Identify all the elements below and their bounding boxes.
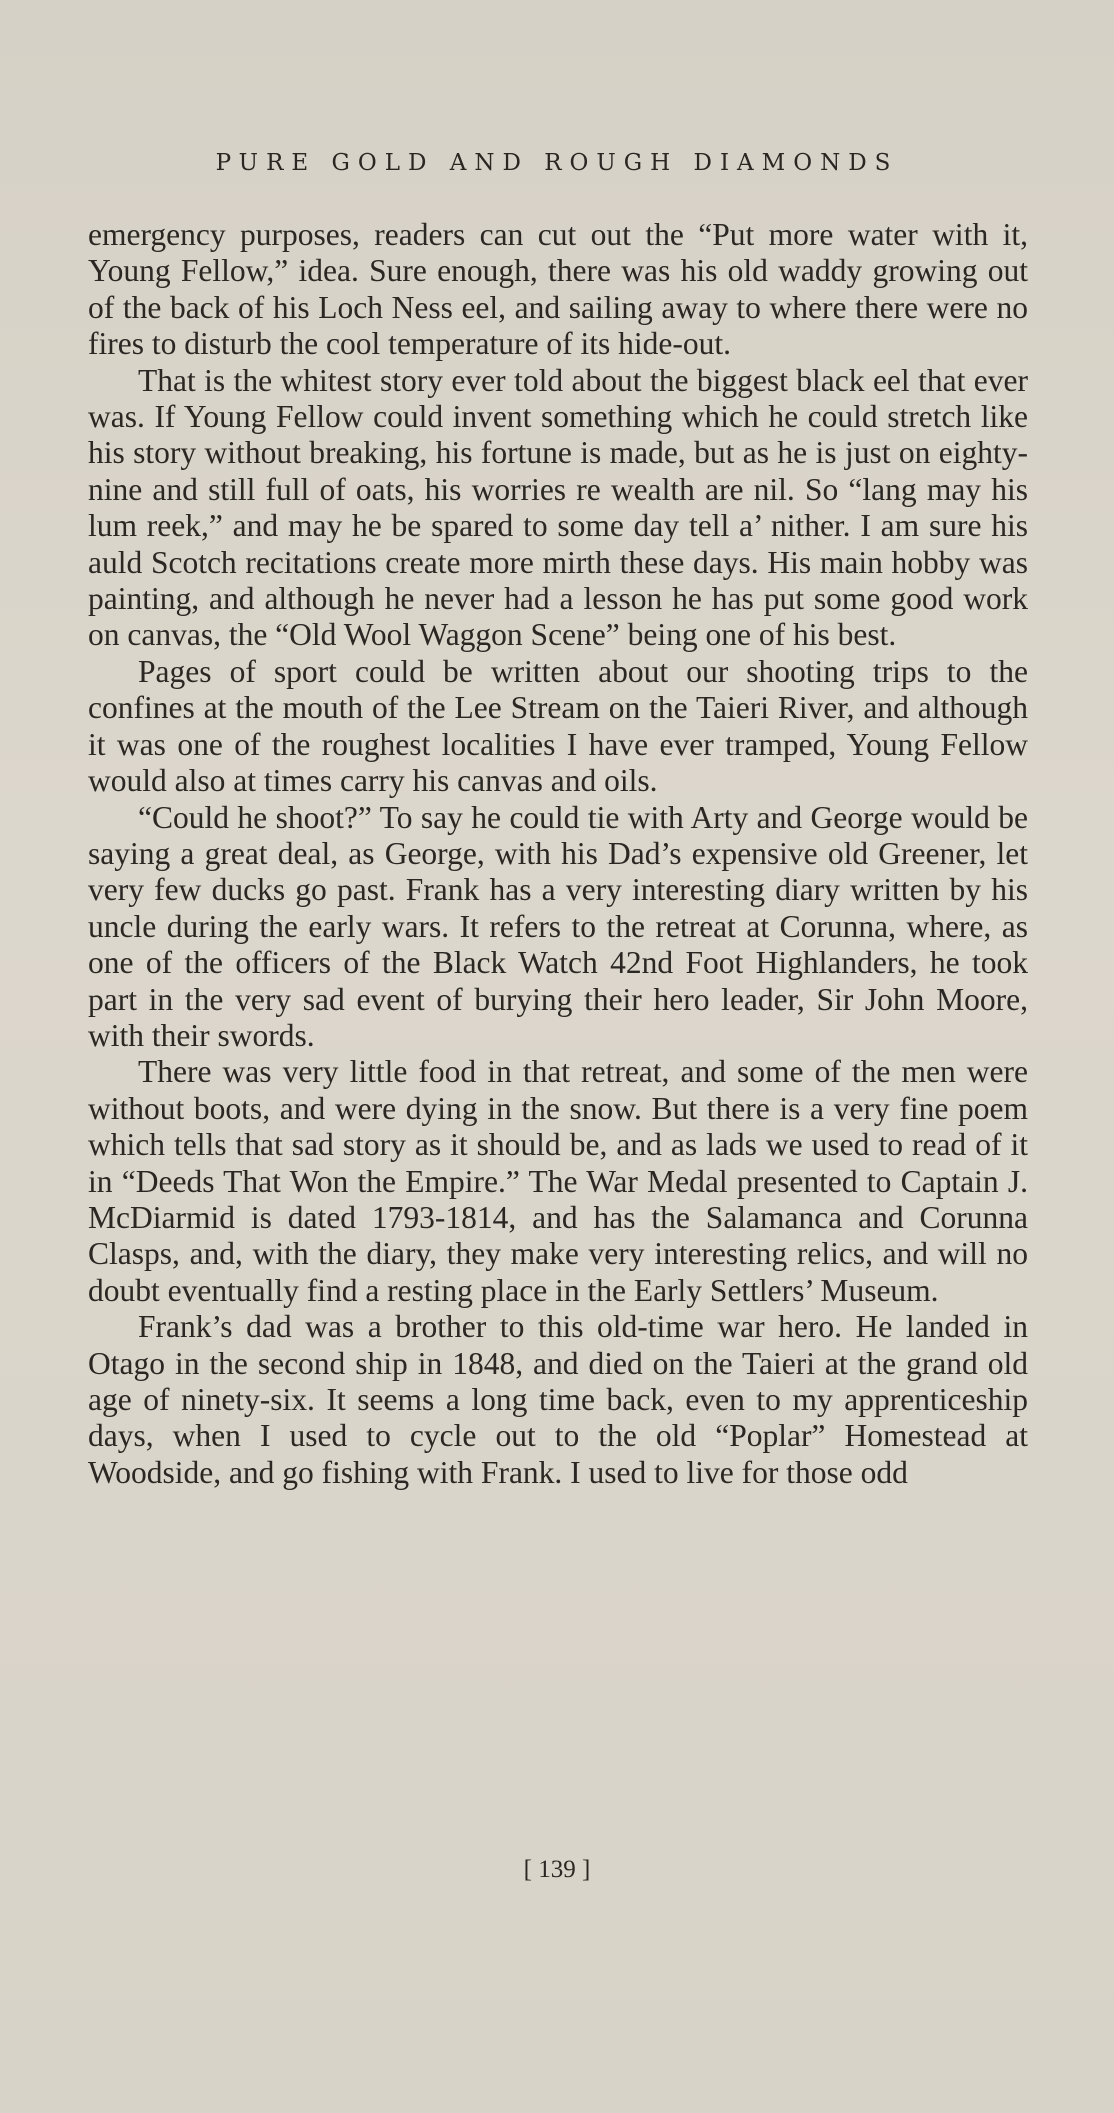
running-head: PURE GOLD AND ROUGH DIAMONDS bbox=[215, 150, 899, 176]
paragraph: Frank’s dad was a brother to this old-time war hero. He landed in Otago in the second ship in 1848, and died on the Taieri at the grand old age of ninety-six. It seems a long time back, even to my apprenticeship days, when I used to cycle out to the old “Poplar” Homestead at Woodside, and go fishing with Frank. I used to live for those odd bbox=[88, 1309, 1028, 1490]
paragraph: That is the whitest story ever told about the biggest black eel that ever was. If Young Fellow could invent something which he could stretch like his story without breaking, his fortune is made, but as he is just on eighty-nine and still full of oats, his worries re wealth are nil. So “lang may his lum reek,” and may he be spared to some day tell a’ nither. I am sure his auld Scotch recitations create more mirth these days. His main hobby was painting, and although he never had a lesson he has put some good work on canvas, the “Old Wool Waggon Scene” being one of his best. bbox=[88, 362, 1028, 653]
paragraph: There was very little food in that retreat, and some of the men were without boots, and were dying in the snow. But there is a very fine poem which tells that sad story as it should be, and as lads we used to read of it in “Deeds That Won the Empire.” The War Medal presented to Captain J. McDiarmid is dated 1793-1814, and has the Salamanca and Corunna Clasps, and, with the diary, they make very interesting relics, and will no doubt eventually find a resting place in the Early Settlers’ Museum. bbox=[88, 1054, 1028, 1308]
body-text bbox=[88, 217, 1028, 1491]
paragraph: “Could he shoot?” To say he could tie with Arty and George would be saying a great deal, as George, with his Dad’s expensive old Greener, let very few ducks go past. Frank has a very interesting diary written by his uncle during the early wars. It refers to the retreat at Corunna, where, as one of the officers of the Black Watch 42nd Foot Highlanders, he took part in the very sad event of burying their hero leader, Sir John Moore, with their swords. bbox=[88, 799, 1028, 1053]
paragraph: emergency purposes, readers can cut out the “Put more water with it, Young Fellow,” idea. Sure enough, there was his old waddy growing out of the back of his Loch Ness eel, and sailing away to where there were no fires to disturb the cool temperature of its hide-out. bbox=[88, 217, 1028, 362]
page-number: [ 139 ] bbox=[523, 1856, 591, 1883]
paragraph: Pages of sport could be written about our shooting trips to the confines at the mouth of the Lee Stream on the Taieri River, and although it was one of the roughest localities I have ever tramped, Young Fellow would also at times carry his canvas and oils. bbox=[88, 653, 1028, 799]
